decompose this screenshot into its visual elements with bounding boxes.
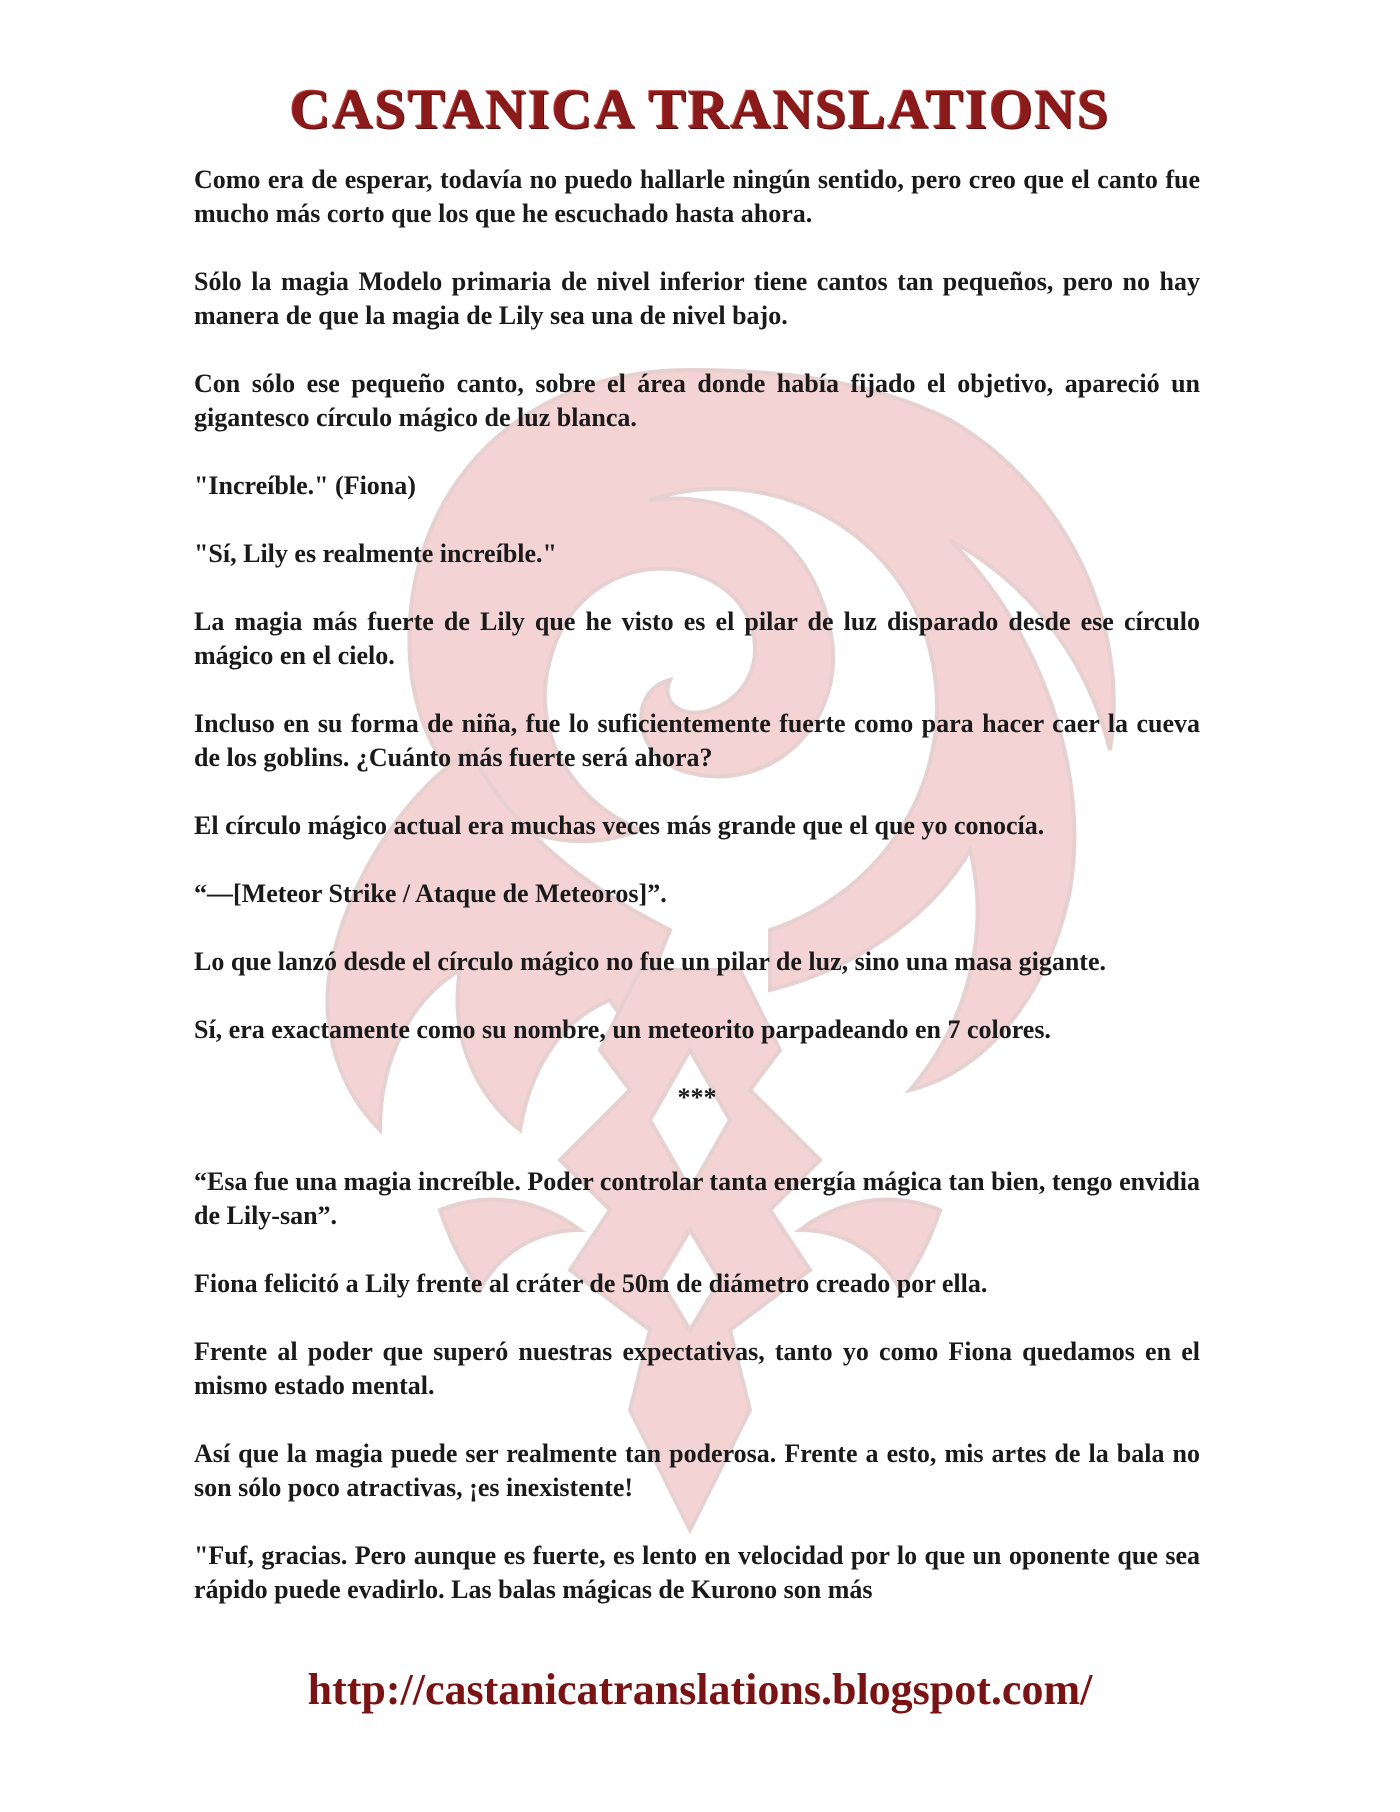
site-title: CASTANICA TRANSLATIONS	[289, 79, 1111, 141]
blog-url-link[interactable]: http://castanicatranslations.blogspot.com/	[307, 1665, 1093, 1714]
paragraph: Lo que lanzó desde el círculo mágico no fue un pilar de luz, sino una masa gigante.	[194, 947, 1107, 976]
dialogue-line: “Esa fue una magia increíble. Poder controlar tanta energía mágica tan bien, tengo envidia de Lily-san”.	[194, 1167, 1200, 1230]
paragraph: Fiona felicitó a Lily frente al cráter de 50m de diámetro creado por ella.	[194, 1269, 988, 1298]
paragraph: Sí, era exactamente como su nombre, un meteorito parpadeando en 7 colores.	[194, 1015, 1051, 1044]
paragraph: Como era de esperar, todavía no puedo hallarle ningún sentido, pero creo que el canto fue mucho más corto que los que he escuchado hasta ahora.	[194, 165, 1200, 228]
paragraph: Frente al poder que superó nuestras expectativas, tanto yo como Fiona quedamos en el mismo estado mental.	[194, 1337, 1200, 1400]
paragraph: La magia más fuerte de Lily que he visto es el pilar de luz disparado desde ese círculo mágico en el cielo.	[194, 607, 1200, 670]
dialogue-line: "Sí, Lily es realmente increíble."	[194, 539, 557, 568]
dialogue-line: "Increíble." (Fiona)	[194, 471, 416, 500]
paragraph: Sólo la magia Modelo primaria de nivel inferior tiene cantos tan pequeños, pero no hay manera de que la magia de Lily sea una de nivel bajo.	[194, 267, 1200, 330]
paragraph: Con sólo ese pequeño canto, sobre el área donde había fijado el objetivo, apareció un gigantesco círculo mágico de luz blanca.	[194, 369, 1200, 432]
document-body	[194, 163, 1200, 1641]
paragraph: Incluso en su forma de niña, fue lo suficientemente fuerte como para hacer caer la cueva de los goblins. ¿Cuánto más fuerte será ahora?	[194, 709, 1200, 772]
dialogue-line: "Fuf, gracias. Pero aunque es fuerte, es lento en velocidad por lo que un oponente que sea rápido puede evadirlo. Las balas mágicas de Kurono son más	[194, 1541, 1200, 1604]
paragraph: El círculo mágico actual era muchas veces más grande que el que yo conocía.	[194, 811, 1045, 840]
scene-separator: ***	[677, 1083, 717, 1112]
paragraph: Así que la magia puede ser realmente tan poderosa. Frente a esto, mis artes de la bala no son sólo poco atractivas, ¡es inexistente!	[194, 1439, 1200, 1502]
dialogue-line: “—[Meteor Strike / Ataque de Meteoros]”.	[194, 879, 667, 908]
